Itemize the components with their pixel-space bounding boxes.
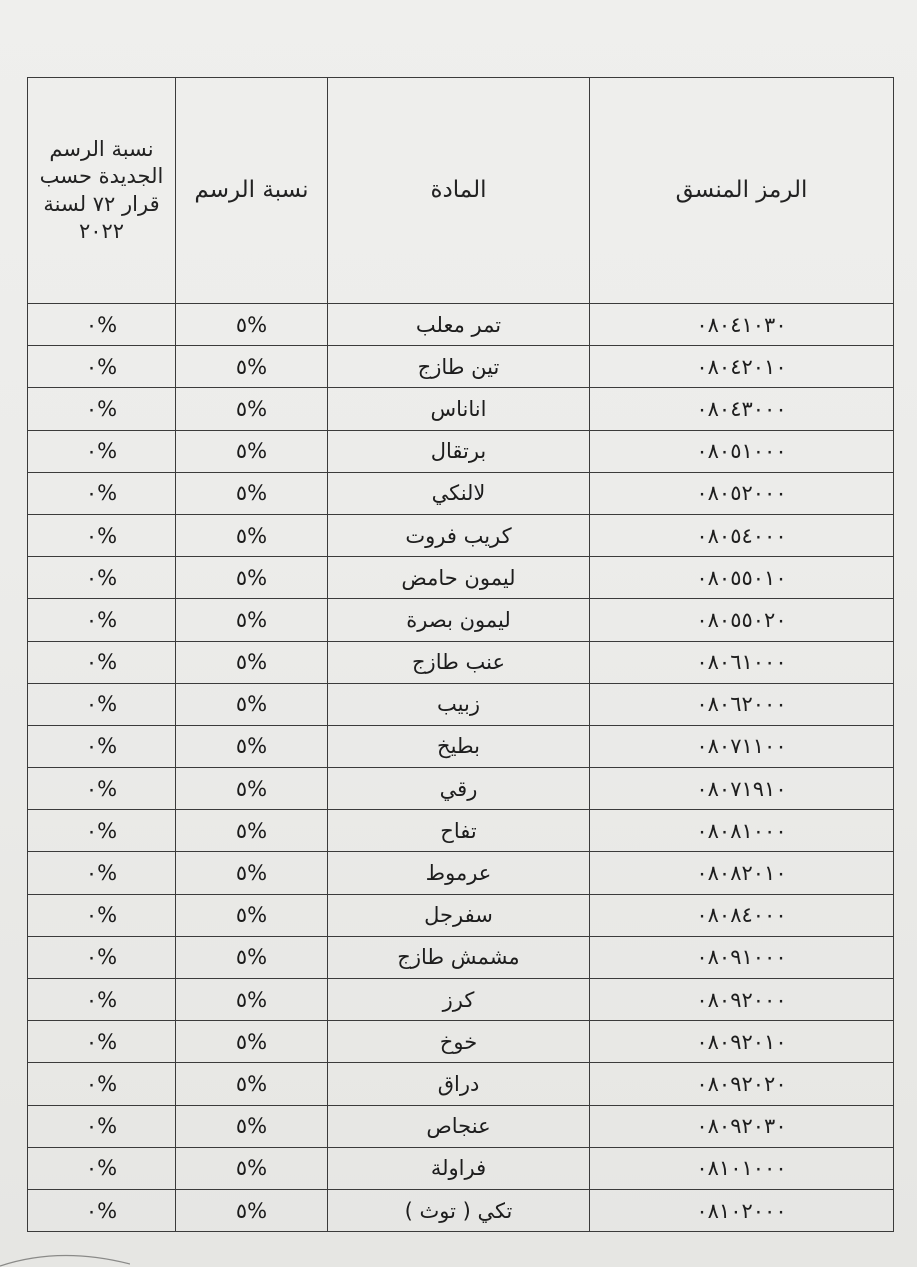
- code-cell: ٠٨٠٩٢٠٢٠: [590, 1063, 894, 1105]
- table-row: [28, 1147, 894, 1189]
- rate-cell: %٥: [176, 472, 328, 514]
- rate-cell: %٥: [176, 599, 328, 641]
- item-cell: رقي: [328, 768, 590, 810]
- new-rate-cell: %٠: [28, 810, 176, 852]
- header-new-rate: نسبة الرسم الجديدة حسب قرار ٧٢ لسنة ٢٠٢٢: [28, 78, 176, 304]
- item-cell: تين طازج: [328, 346, 590, 388]
- item-cell: عنب طازج: [328, 641, 590, 683]
- rate-cell: %٥: [176, 430, 328, 472]
- new-rate-cell: %٠: [28, 768, 176, 810]
- code-cell: ٠٨٠٤٣٠٠٠: [590, 388, 894, 430]
- rate-cell: %٥: [176, 1021, 328, 1063]
- new-rate-cell: %٠: [28, 1189, 176, 1231]
- rate-cell: %٥: [176, 1063, 328, 1105]
- table-row: [28, 304, 894, 346]
- rate-cell: %٥: [176, 388, 328, 430]
- tariff-table: [27, 77, 894, 1232]
- item-cell: كريب فروت: [328, 514, 590, 556]
- rate-cell: %٥: [176, 1105, 328, 1147]
- item-cell: ليمون حامض: [328, 557, 590, 599]
- item-cell: خوخ: [328, 1021, 590, 1063]
- code-cell: ٠٨٠٥٢٠٠٠: [590, 472, 894, 514]
- page-edge-curve: [0, 1248, 130, 1267]
- new-rate-cell: %٠: [28, 1147, 176, 1189]
- new-rate-cell: %٠: [28, 852, 176, 894]
- new-rate-cell: %٠: [28, 725, 176, 767]
- rate-cell: %٥: [176, 346, 328, 388]
- table-row: [28, 388, 894, 430]
- code-cell: ٠٨٠٥١٠٠٠: [590, 430, 894, 472]
- code-cell: ٠٨٠٥٥٠١٠: [590, 557, 894, 599]
- new-rate-cell: %٠: [28, 979, 176, 1021]
- item-cell: دراق: [328, 1063, 590, 1105]
- rate-cell: %٥: [176, 852, 328, 894]
- code-cell: ٠٨٠٦١٠٠٠: [590, 641, 894, 683]
- code-cell: ٠٨٠٧١٩١٠: [590, 768, 894, 810]
- new-rate-cell: %٠: [28, 894, 176, 936]
- code-cell: ٠٨٠٩٢٠٠٠: [590, 979, 894, 1021]
- table-row: [28, 683, 894, 725]
- new-rate-cell: %٠: [28, 1063, 176, 1105]
- item-cell: تكي ( توث ): [328, 1189, 590, 1231]
- table-row: [28, 725, 894, 767]
- code-cell: ٠٨٠٧١١٠٠: [590, 725, 894, 767]
- new-rate-cell: %٠: [28, 557, 176, 599]
- code-cell: ٠٨٠٤٢٠١٠: [590, 346, 894, 388]
- table-row: [28, 852, 894, 894]
- rate-cell: %٥: [176, 768, 328, 810]
- code-cell: ٠٨٠٩١٠٠٠: [590, 936, 894, 978]
- table-row: [28, 599, 894, 641]
- code-cell: ٠٨٠٨٢٠١٠: [590, 852, 894, 894]
- new-rate-cell: %٠: [28, 936, 176, 978]
- new-rate-cell: %٠: [28, 1105, 176, 1147]
- table-row: [28, 472, 894, 514]
- table-row: [28, 1189, 894, 1231]
- item-cell: عنجاص: [328, 1105, 590, 1147]
- item-cell: تمر معلب: [328, 304, 590, 346]
- new-rate-cell: %٠: [28, 346, 176, 388]
- item-cell: مشمش طازج: [328, 936, 590, 978]
- table-row: [28, 936, 894, 978]
- item-cell: لالنكي: [328, 472, 590, 514]
- table-row: [28, 894, 894, 936]
- new-rate-cell: %٠: [28, 430, 176, 472]
- rate-cell: %٥: [176, 1189, 328, 1231]
- rate-cell: %٥: [176, 979, 328, 1021]
- code-cell: ٠٨٠٥٥٠٢٠: [590, 599, 894, 641]
- item-cell: ليمون بصرة: [328, 599, 590, 641]
- new-rate-cell: %٠: [28, 1021, 176, 1063]
- code-cell: ٠٨٠٤١٠٣٠: [590, 304, 894, 346]
- code-cell: ٠٨٠٨١٠٠٠: [590, 810, 894, 852]
- header-code: الرمز المنسق: [590, 78, 894, 304]
- table-row: [28, 1105, 894, 1147]
- table-body: [28, 304, 894, 1232]
- table-row: [28, 1063, 894, 1105]
- item-cell: اناناس: [328, 388, 590, 430]
- header-rate: نسبة الرسم: [176, 78, 328, 304]
- new-rate-cell: %٠: [28, 599, 176, 641]
- item-cell: زبيب: [328, 683, 590, 725]
- header-row: [28, 78, 894, 304]
- new-rate-cell: %٠: [28, 304, 176, 346]
- rate-cell: %٥: [176, 683, 328, 725]
- table-row: [28, 1021, 894, 1063]
- item-cell: تفاح: [328, 810, 590, 852]
- table-row: [28, 641, 894, 683]
- rate-cell: %٥: [176, 304, 328, 346]
- item-cell: فراولة: [328, 1147, 590, 1189]
- code-cell: ٠٨٠٥٤٠٠٠: [590, 514, 894, 556]
- table-row: [28, 514, 894, 556]
- rate-cell: %٥: [176, 641, 328, 683]
- rate-cell: %٥: [176, 725, 328, 767]
- new-rate-cell: %٠: [28, 514, 176, 556]
- rate-cell: %٥: [176, 557, 328, 599]
- rate-cell: %٥: [176, 936, 328, 978]
- rate-cell: %٥: [176, 1147, 328, 1189]
- new-rate-cell: %٠: [28, 641, 176, 683]
- table-row: [28, 557, 894, 599]
- code-cell: ٠٨٠٦٢٠٠٠: [590, 683, 894, 725]
- code-cell: ٠٨١٠١٠٠٠: [590, 1147, 894, 1189]
- item-cell: سفرجل: [328, 894, 590, 936]
- code-cell: ٠٨٠٩٢٠٣٠: [590, 1105, 894, 1147]
- table-row: [28, 810, 894, 852]
- new-rate-cell: %٠: [28, 472, 176, 514]
- code-cell: ٠٨٠٨٤٠٠٠: [590, 894, 894, 936]
- new-rate-cell: %٠: [28, 388, 176, 430]
- rate-cell: %٥: [176, 514, 328, 556]
- item-cell: كرز: [328, 979, 590, 1021]
- code-cell: ٠٨٠٩٢٠١٠: [590, 1021, 894, 1063]
- new-rate-cell: %٠: [28, 683, 176, 725]
- table-row: [28, 346, 894, 388]
- table-row: [28, 430, 894, 472]
- header-item: المادة: [328, 78, 590, 304]
- item-cell: عرموط: [328, 852, 590, 894]
- item-cell: برتقال: [328, 430, 590, 472]
- table-row: [28, 979, 894, 1021]
- rate-cell: %٥: [176, 894, 328, 936]
- table-row: [28, 768, 894, 810]
- code-cell: ٠٨١٠٢٠٠٠: [590, 1189, 894, 1231]
- item-cell: بطيخ: [328, 725, 590, 767]
- rate-cell: %٥: [176, 810, 328, 852]
